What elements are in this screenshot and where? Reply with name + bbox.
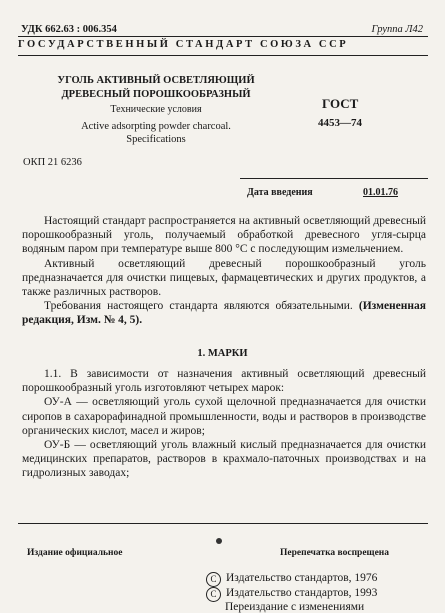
official-edition: Издание официальное bbox=[27, 548, 123, 558]
title-line-1: УГОЛЬ АКТИВНЫЙ ОСВЕТЛЯЮЩИЙ bbox=[57, 75, 255, 86]
footer-rule bbox=[18, 523, 428, 524]
requirements-paragraph bbox=[22, 299, 426, 327]
section-paragraph-1: 1.1. В зависимости от назначения активный осветляющий древесный порошкообразный уголь изготовляют четырех марок: bbox=[22, 368, 426, 395]
publisher-1993 bbox=[206, 587, 377, 602]
gost-number: 4453—74 bbox=[318, 117, 362, 129]
scope-paragraph: Настоящий стандарт распространяется на активный осветляющий древесный порошкообразный уголь, получаемый обработкой древесного угля-сырца водяным паром при температуре выше 800 °С с последующим измельчением. bbox=[22, 215, 426, 256]
reissue-note: Переиздание с изменениями bbox=[225, 601, 365, 613]
publisher-1976 bbox=[206, 572, 377, 587]
scope-text bbox=[22, 214, 426, 328]
section-text bbox=[22, 367, 426, 481]
intro-rule bbox=[240, 178, 428, 179]
grade-oua-paragraph: ОУ-А — осветляющий уголь сухой щелочной предназначается для очистки сиропов в сахарорафинадной промышленности, воды и растворов в производстве органических кислот, масел и жиров; bbox=[22, 396, 426, 437]
page-dot bbox=[216, 538, 222, 544]
intro-date-value: 01.01.76 bbox=[363, 187, 398, 198]
gost-label: ГОСТ bbox=[322, 96, 359, 111]
standard-org-title: ГОСУДАРСТВЕННЫЙ СТАНДАРТ СОЮЗА ССР bbox=[18, 39, 349, 50]
okp-code: ОКП 21 6236 bbox=[23, 157, 82, 168]
top-rule bbox=[18, 36, 428, 37]
group-code: Группа Л42 bbox=[371, 24, 423, 35]
udk-code: УДК 662.63 : 006.354 bbox=[21, 24, 117, 35]
english-title bbox=[46, 120, 266, 146]
amendment-note: (Измененная редакция, Изм. № 4, 5). bbox=[22, 300, 426, 327]
title-rule bbox=[18, 55, 428, 56]
requirements-text: Требования настоящего стандарта являются обязательными. bbox=[44, 300, 353, 313]
grade-oub-paragraph: ОУ-Б — осветляющий уголь влажный кислый предназначается для очистки медицинских препаратов, растворов в крахмало-паточных производствах и на гидролизных заводах; bbox=[22, 439, 426, 480]
document-subtitle: Технические условия bbox=[110, 104, 202, 115]
reprint-prohibited: Перепечатка воспрещена bbox=[280, 548, 390, 558]
english-title-line-1: Active adsorpting powder charcoal. bbox=[81, 121, 231, 132]
title-line-2: ДРЕВЕСНЫЙ ПОРОШКООБРАЗНЫЙ bbox=[61, 89, 251, 100]
intro-date-label: Дата введения bbox=[247, 187, 313, 198]
copyright-icon: С bbox=[206, 572, 221, 587]
purpose-paragraph: Активный осветляющий древесный порошкообразный уголь предназначается для очистки пищевых, фармацевтических и других продуктов, а также различных растворов. bbox=[22, 257, 426, 299]
document-title bbox=[46, 74, 266, 102]
publisher-1976-text: Издательство стандартов, 1976 bbox=[226, 572, 378, 584]
english-title-line-2: Specifications bbox=[126, 134, 186, 145]
copyright-icon: С bbox=[206, 587, 221, 602]
publisher-1993-text: Издательство стандартов, 1993 bbox=[226, 587, 378, 599]
section-heading: 1. МАРКИ bbox=[197, 348, 248, 359]
